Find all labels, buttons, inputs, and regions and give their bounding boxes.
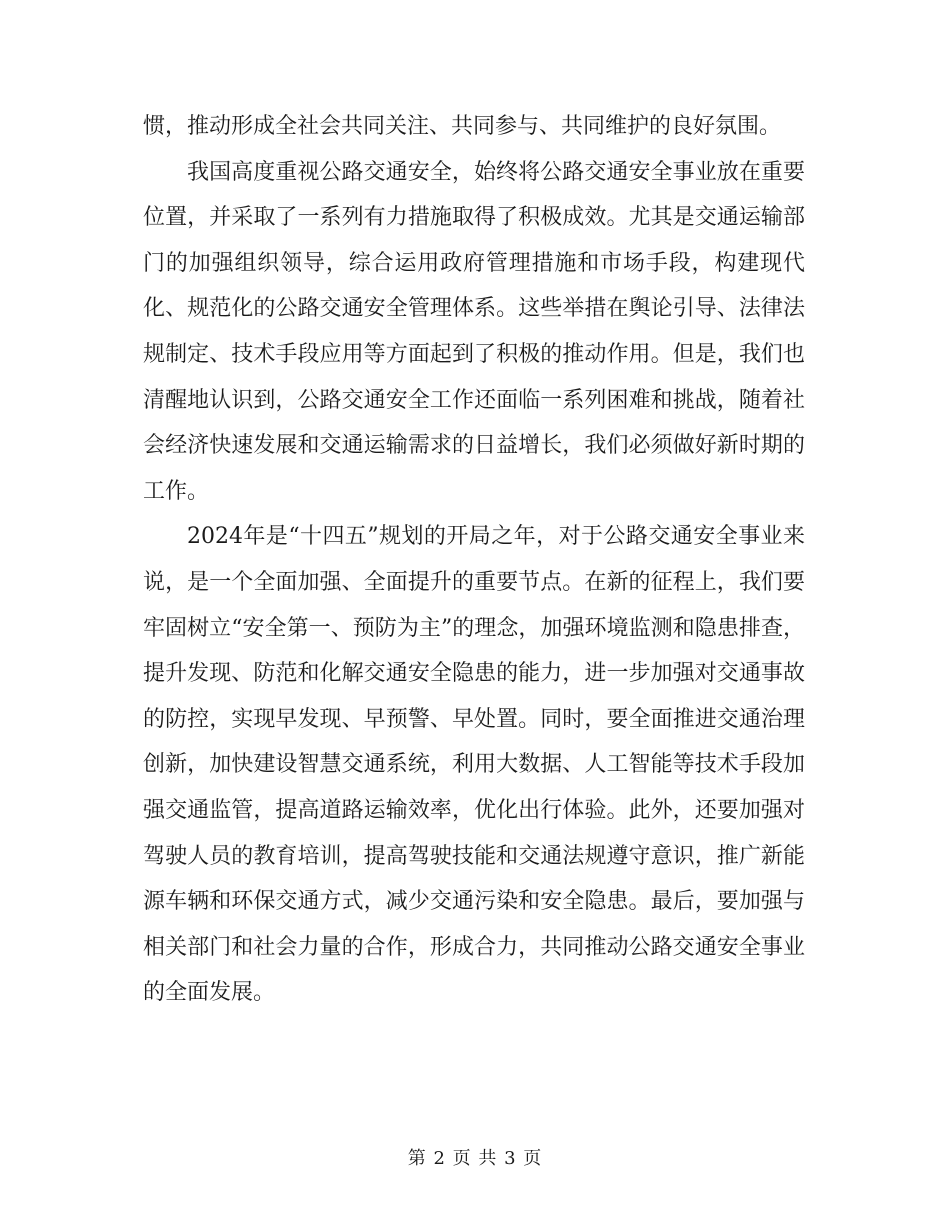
document-body xyxy=(143,104,805,1016)
paragraph-road-safety-overview: 我国高度重视公路交通安全，始终将公路交通安全事业放在重要位置，并采取了一系列有力措施取得了积极成效。尤其是交通运输部门的加强组织领导，综合运用政府管理措施和市场手段，构建现代化、规范化的公路交通安全管理体系。这些举措在舆论引导、法律法规制定、技术手段应用等方面起到了积极的推动作用。但是，我们也清醒地认识到，公路交通安全工作还面临一系列困难和挑战，随着社会经济快速发展和交通运输需求的日益增长，我们必须做好新时期的工作。 xyxy=(143,159,805,504)
page-number-footer: 第 2 页 共 3 页 xyxy=(407,1148,543,1169)
paragraph-2024-plan: 2024年是“十四五”规划的开局之年，对于公路交通安全事业来说，是一个全面加强、全面提升的重要节点。在新的征程上，我们要牢固树立“安全第一、预防为主”的理念，加强环境监测和隐患排查，提升发现、防范和化解交通安全隐患的能力，进一步加强对交通事故的防控，实现早发现、早预警、早处置。同时，要全面推进交通治理创新，加快建设智慧交通系统，利用大数据、人工智能等技术手段加强交通监管，提高道路运输效率，优化出行体验。此外，还要加强对驾驶人员的教育培训，提高驾驶技能和交通法规遵守意识，推广新能源车辆和环保交通方式，减少交通污染和安全隐患。最后，要加强与相关部门和社会力量的合作，形成合力，共同推动公路交通安全事业的全面发展。 xyxy=(143,524,805,1006)
paragraph-continuation: 惯，推动形成全社会共同关注、共同参与、共同维护的良好氛围。 xyxy=(143,114,782,139)
